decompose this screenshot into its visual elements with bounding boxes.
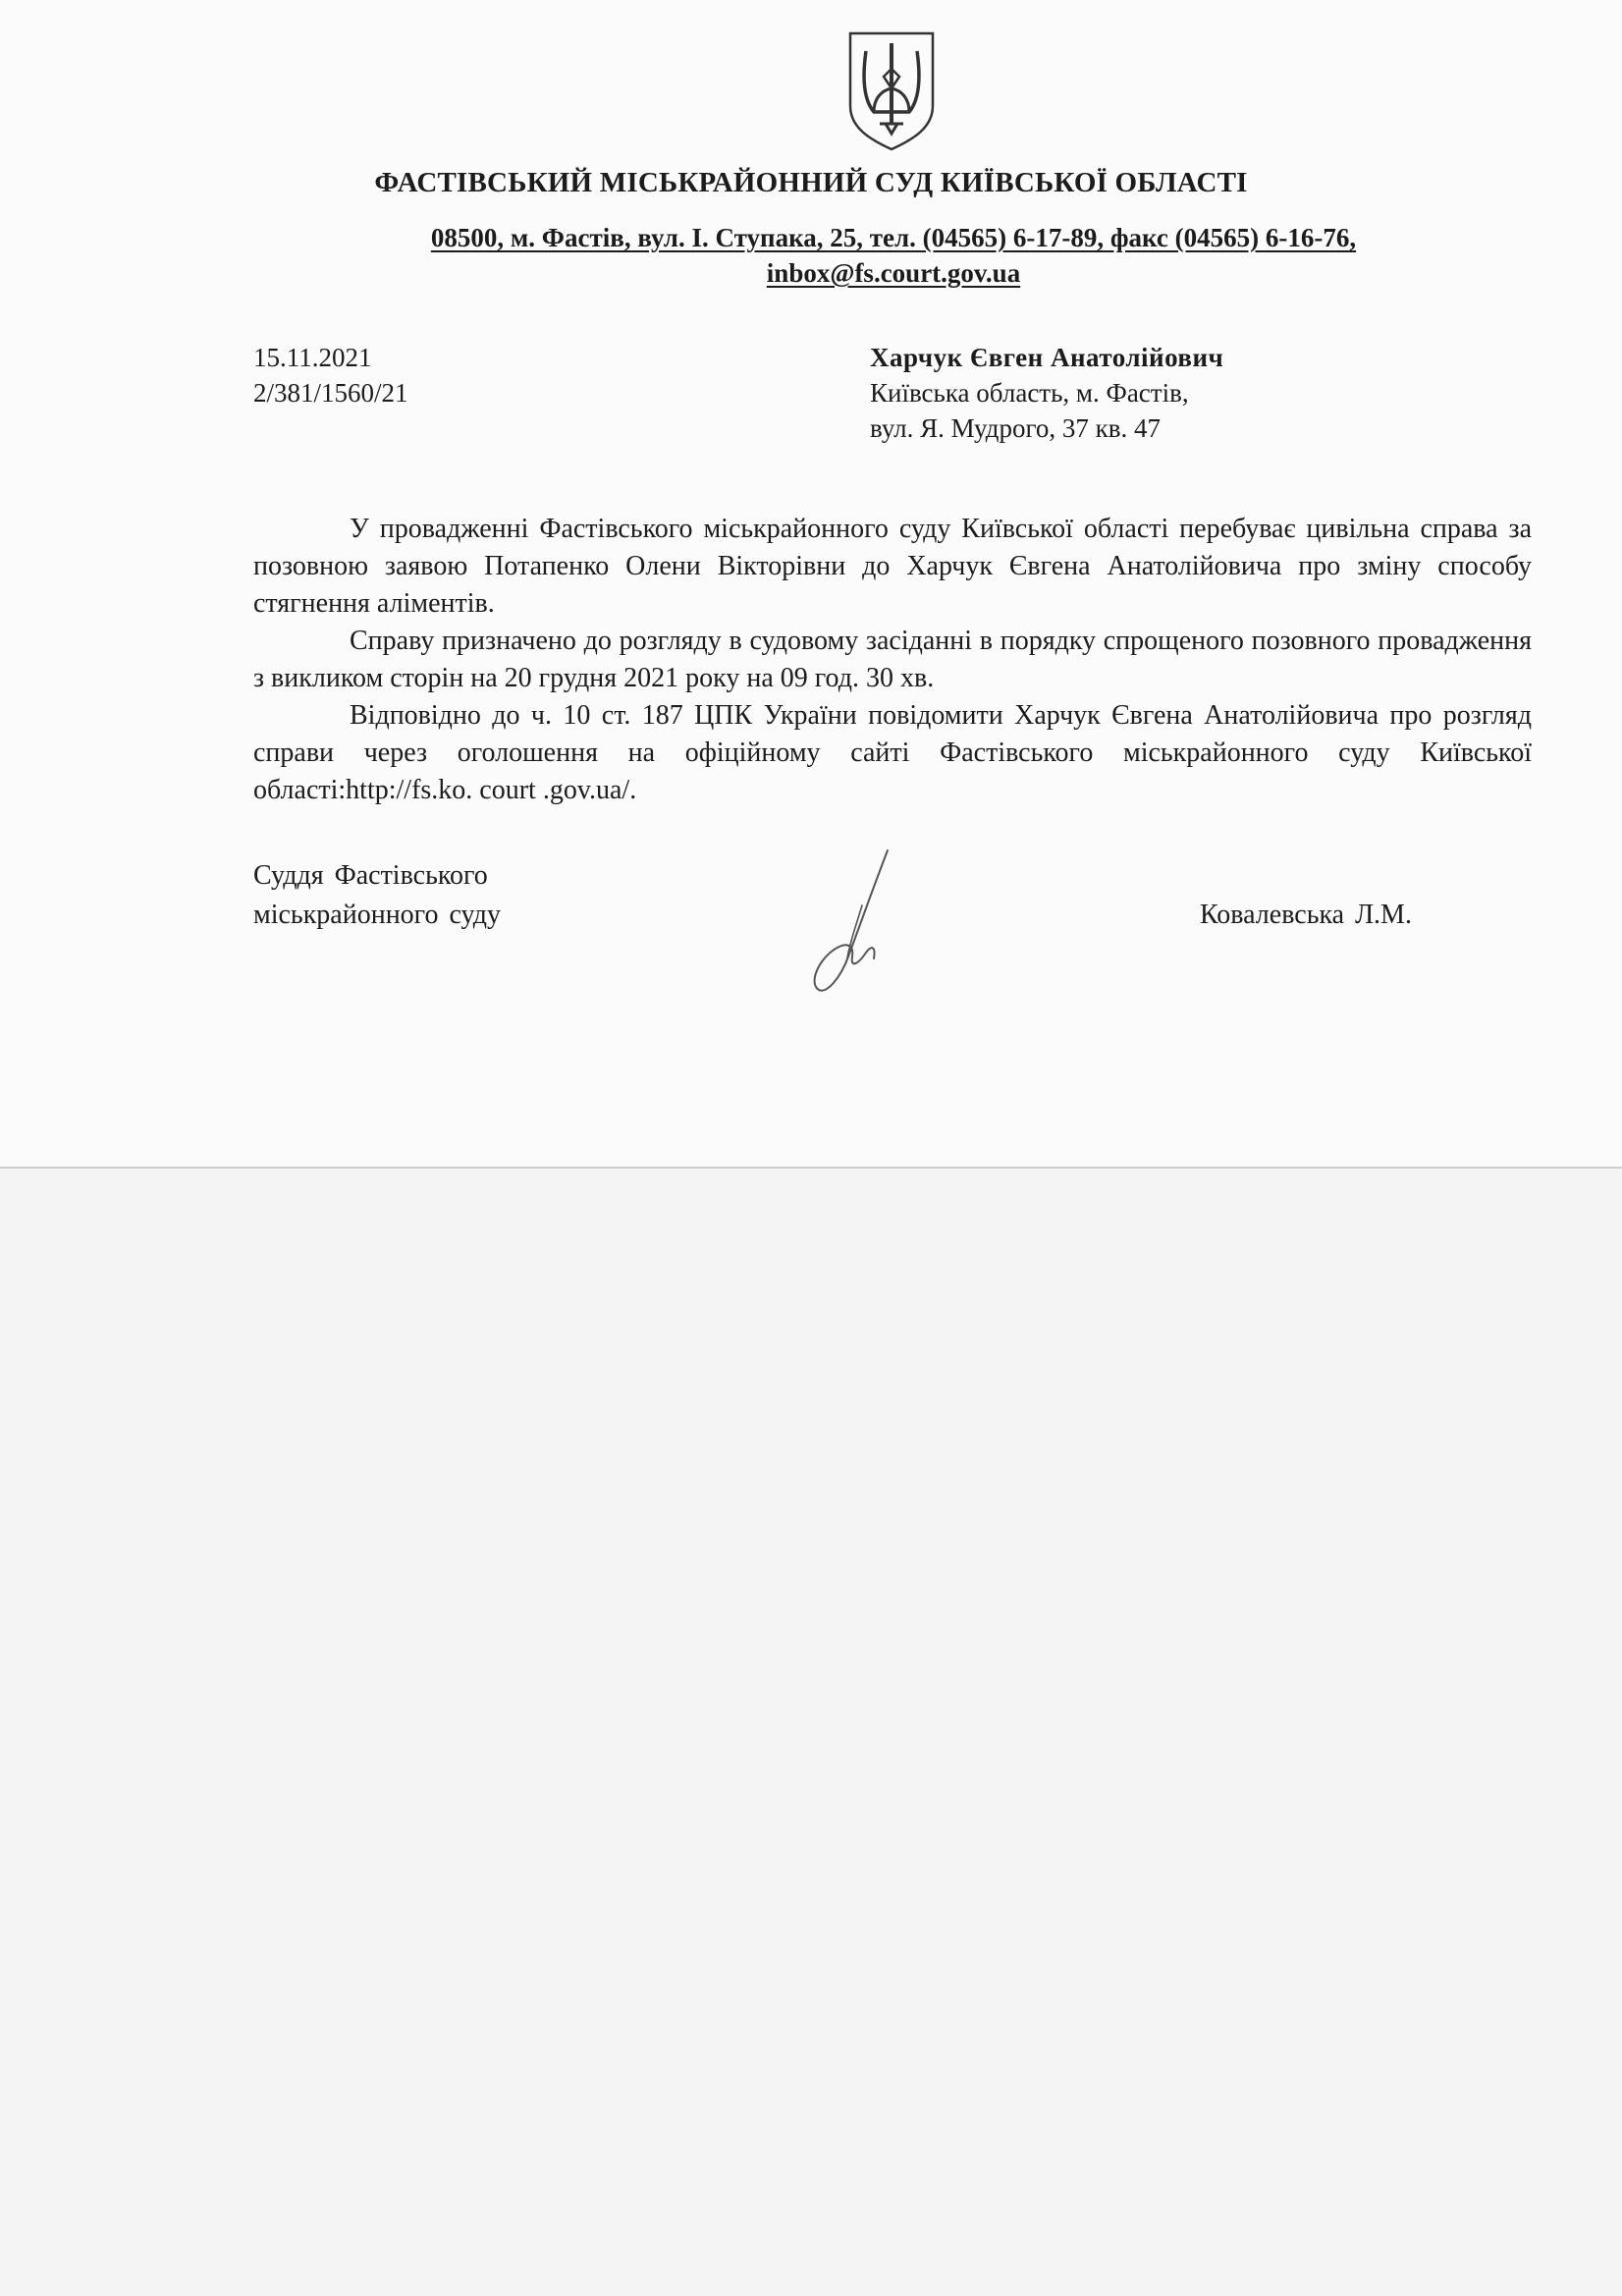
recipient-block bbox=[870, 340, 1223, 446]
judge-name: Ковалевська Л.М. bbox=[1200, 900, 1412, 930]
court-address-line: 08500, м. Фастів, вул. І. Ступака, 25, тел. (04565) 6-17-89, факс (04565) 6-16-76, bbox=[430, 223, 1357, 252]
body-paragraph: Відповідно до ч. 10 ст. 187 ЦПК України повідомити Харчук Євгена Анатолійовича про розгляд справи через оголошення на офіційному сайті Фастівського міськрайонного суду Київської області:http://fs.ko. court .gov.ua/. bbox=[253, 700, 1532, 805]
court-name: ФАСТІВСЬКИЙ МІСЬКРАЙОННИЙ СУД КИЇВСЬКОЇ ОБЛАСТІ bbox=[374, 167, 1248, 198]
recipient-address-line: вул. Я. Мудрого, 37 кв. 47 bbox=[870, 413, 1162, 443]
document-reference-number: 2/381/1560/21 bbox=[253, 378, 408, 408]
trident-coat-of-arms-icon bbox=[844, 29, 939, 153]
document-meta bbox=[253, 340, 408, 410]
recipient-address-line: Київська область, м. Фастів, bbox=[870, 378, 1189, 408]
recipient-name: Харчук Євген Анатолійович bbox=[870, 343, 1224, 372]
court-email-link[interactable]: inbox@fs.court.gov.ua bbox=[766, 258, 1021, 288]
body-paragraph: Справу призначено до розгляду в судовому засіданні в порядку спрощеного позовного провадження з викликом сторін на 20 грудня 2021 року на 09 год. 30 хв. bbox=[253, 626, 1532, 693]
document-date: 15.11.2021 bbox=[253, 343, 372, 372]
handwritten-signature bbox=[797, 847, 905, 1004]
signatory-title bbox=[253, 856, 501, 935]
body-paragraph: У провадженні Фастівського міськрайонного суду Київської області перебуває цивільна справа за позовною заявою Потапенко Олени Вікторівни до Харчук Євгена Анатолійовича про зміну способу стягнення аліментів. bbox=[253, 514, 1532, 619]
signatory-title-line: міськрайонного суду bbox=[253, 900, 502, 930]
signatory-title-line: Суддя Фастівського bbox=[253, 860, 488, 891]
letter-body bbox=[253, 511, 1532, 809]
court-address bbox=[353, 220, 1433, 291]
